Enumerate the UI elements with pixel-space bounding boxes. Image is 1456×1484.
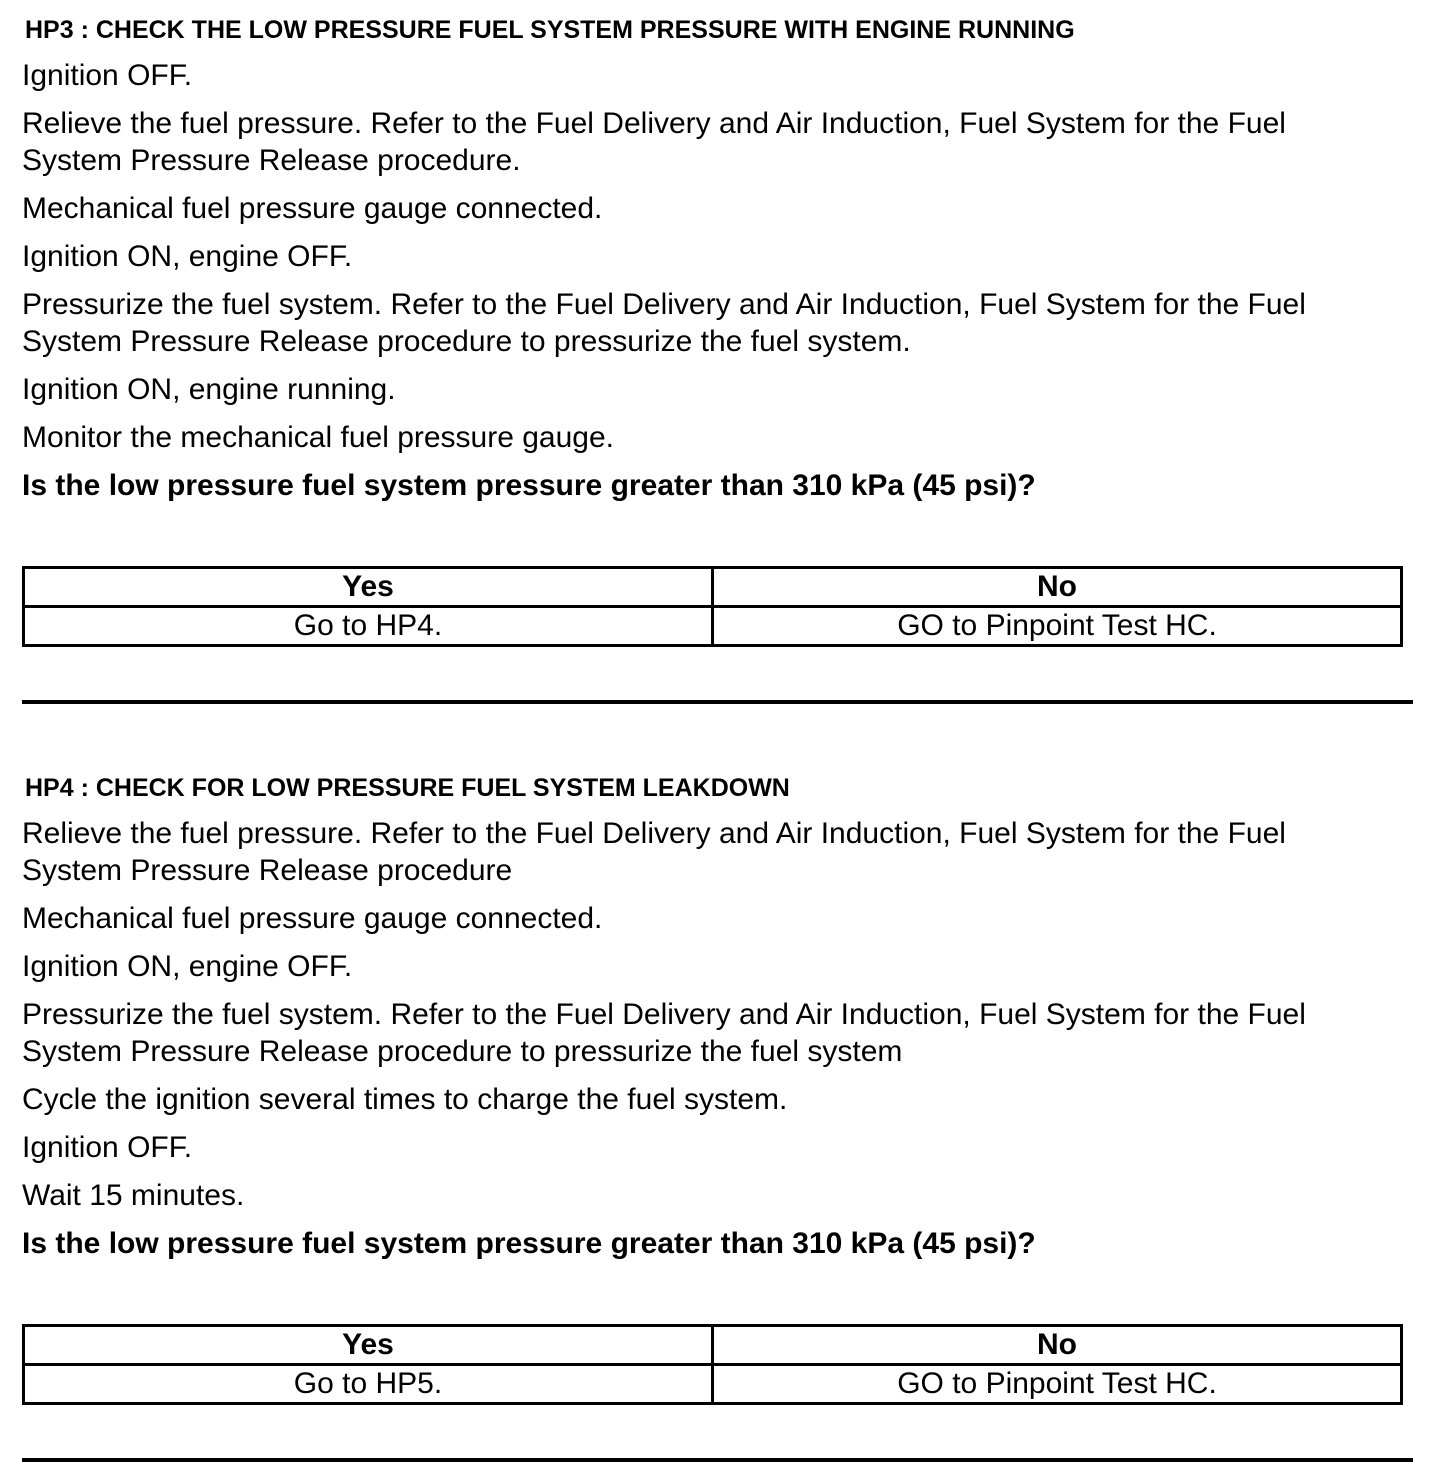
hp4-no-action: GO to Pinpoint Test HC.: [713, 1365, 1402, 1404]
section-divider: [22, 1458, 1413, 1462]
table-row: [24, 1326, 1402, 1365]
table-row: [24, 1365, 1402, 1404]
hp3-no-header: No: [713, 568, 1402, 607]
hp3-no-action: GO to Pinpoint Test HC.: [713, 607, 1402, 646]
hp4-section: [22, 773, 1414, 1262]
table-row: [24, 568, 1402, 607]
hp4-step-7: Wait 15 minutes.: [22, 1179, 245, 1212]
hp3-step-7: Monitor the mechanical fuel pressure gauge.: [22, 421, 615, 454]
hp3-yes-header: Yes: [24, 568, 713, 607]
hp4-step-6: Ignition OFF.: [22, 1131, 193, 1164]
hp3-step-4: Ignition ON, engine OFF.: [22, 240, 353, 273]
hp3-step-1: Ignition OFF.: [22, 59, 193, 92]
hp4-answer-table: [22, 1324, 1403, 1405]
hp4-step-2: Mechanical fuel pressure gauge connected.: [22, 902, 603, 935]
hp3-section: [22, 15, 1414, 504]
hp4-step-3: Ignition ON, engine OFF.: [22, 950, 353, 983]
hp4-heading: HP4 : CHECK FOR LOW PRESSURE FUEL SYSTEM LEAKDOWN: [25, 774, 790, 802]
section-divider: [22, 700, 1413, 704]
hp3-question: Is the low pressure fuel system pressure greater than 310 kPa (45 psi)?: [22, 469, 1036, 502]
hp3-step-6: Ignition ON, engine running.: [22, 373, 396, 406]
hp4-yes-action: Go to HP5.: [24, 1365, 713, 1404]
hp4-question: Is the low pressure fuel system pressure greater than 310 kPa (45 psi)?: [22, 1227, 1036, 1260]
hp3-step-5: Pressurize the fuel system. Refer to the Fuel Delivery and Air Induction, Fuel System for the Fuel System Pressure Release procedure to pressurize the fuel system.: [22, 288, 1306, 358]
hp4-step-1: Relieve the fuel pressure. Refer to the Fuel Delivery and Air Induction, Fuel System for the Fuel System Pressure Release procedure: [22, 817, 1286, 887]
hp3-answer-table: [22, 566, 1403, 647]
hp3-step-3: Mechanical fuel pressure gauge connected.: [22, 192, 603, 225]
hp3-heading: HP3 : CHECK THE LOW PRESSURE FUEL SYSTEM PRESSURE WITH ENGINE RUNNING: [25, 16, 1075, 44]
hp3-step-2: Relieve the fuel pressure. Refer to the Fuel Delivery and Air Induction, Fuel System for the Fuel System Pressure Release procedure.: [22, 107, 1286, 177]
hp4-step-5: Cycle the ignition several times to charge the fuel system.: [22, 1083, 788, 1116]
table-row: [24, 607, 1402, 646]
hp4-step-4: Pressurize the fuel system. Refer to the Fuel Delivery and Air Induction, Fuel System for the Fuel System Pressure Release procedure to pressurize the fuel system: [22, 998, 1306, 1068]
hp4-no-header: No: [713, 1326, 1402, 1365]
hp3-yes-action: Go to HP4.: [24, 607, 713, 646]
hp4-yes-header: Yes: [24, 1326, 713, 1365]
